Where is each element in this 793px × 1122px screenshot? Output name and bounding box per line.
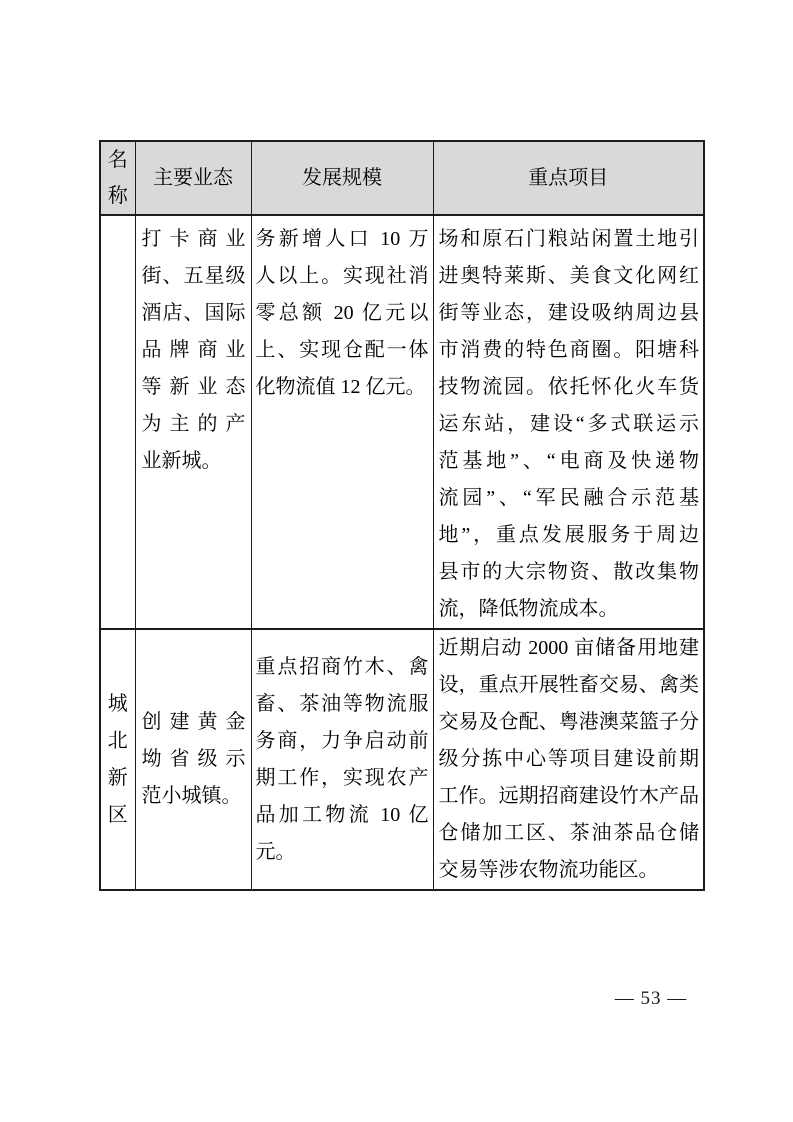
column-header-name: 名 称 [100,141,135,215]
cell-district-name [100,215,135,629]
cell-key-projects: 场和原石门粮站闲置土地引 进奥特莱斯、美食文化网红 街等业态，建设吸纳周边县 市消费的特色商圈。阳塘科 技物流园。依托怀化火车货 运东站，建设“多式联运示 范基地”、“电商及快递物 流园”、“军民融合示范基 地”，重点发展服务于周边 县市的大宗物资、散改集物 流，降低物流成本。 [433,215,704,629]
column-header-projects: 重点项目 [433,141,704,215]
planning-table [99,140,705,891]
column-header-scale: 发展规模 [251,141,433,215]
cell-main-business: 创建黄金 坳省级示 范小城镇。 [135,629,251,890]
table-header-row [100,141,704,215]
column-header-business: 主要业态 [135,141,251,215]
cell-key-projects: 近期启动 2000 亩储备用地建 设，重点开展牲畜交易、禽类 交易及仓配、粤港澳菜篮子分 级分拣中心等项目建设前期 工作。远期招商建设竹木产品 仓储加工区、茶油茶品仓储 交易等涉农物流功能区。 [433,629,704,890]
cell-district-name: 城 北 新 区 [100,629,135,890]
cell-development-scale: 重点招商竹木、禽 畜、茶油等物流服 务商，力争启动前 期工作，实现农产 品加工物流 10 亿 元。 [251,629,433,890]
cell-development-scale: 务新增人口 10 万 人以上。实现社消 零总额 20 亿元以 上、实现仓配一体 化物流值 12 亿元。 [251,215,433,629]
table-row [100,629,704,890]
page-number: — 53 — [614,988,688,1009]
cell-main-business: 打卡商业 街、五星级 酒店、国际 品牌商业 等新业态 为主的产 业新城。 [135,215,251,629]
table-row [100,215,704,629]
